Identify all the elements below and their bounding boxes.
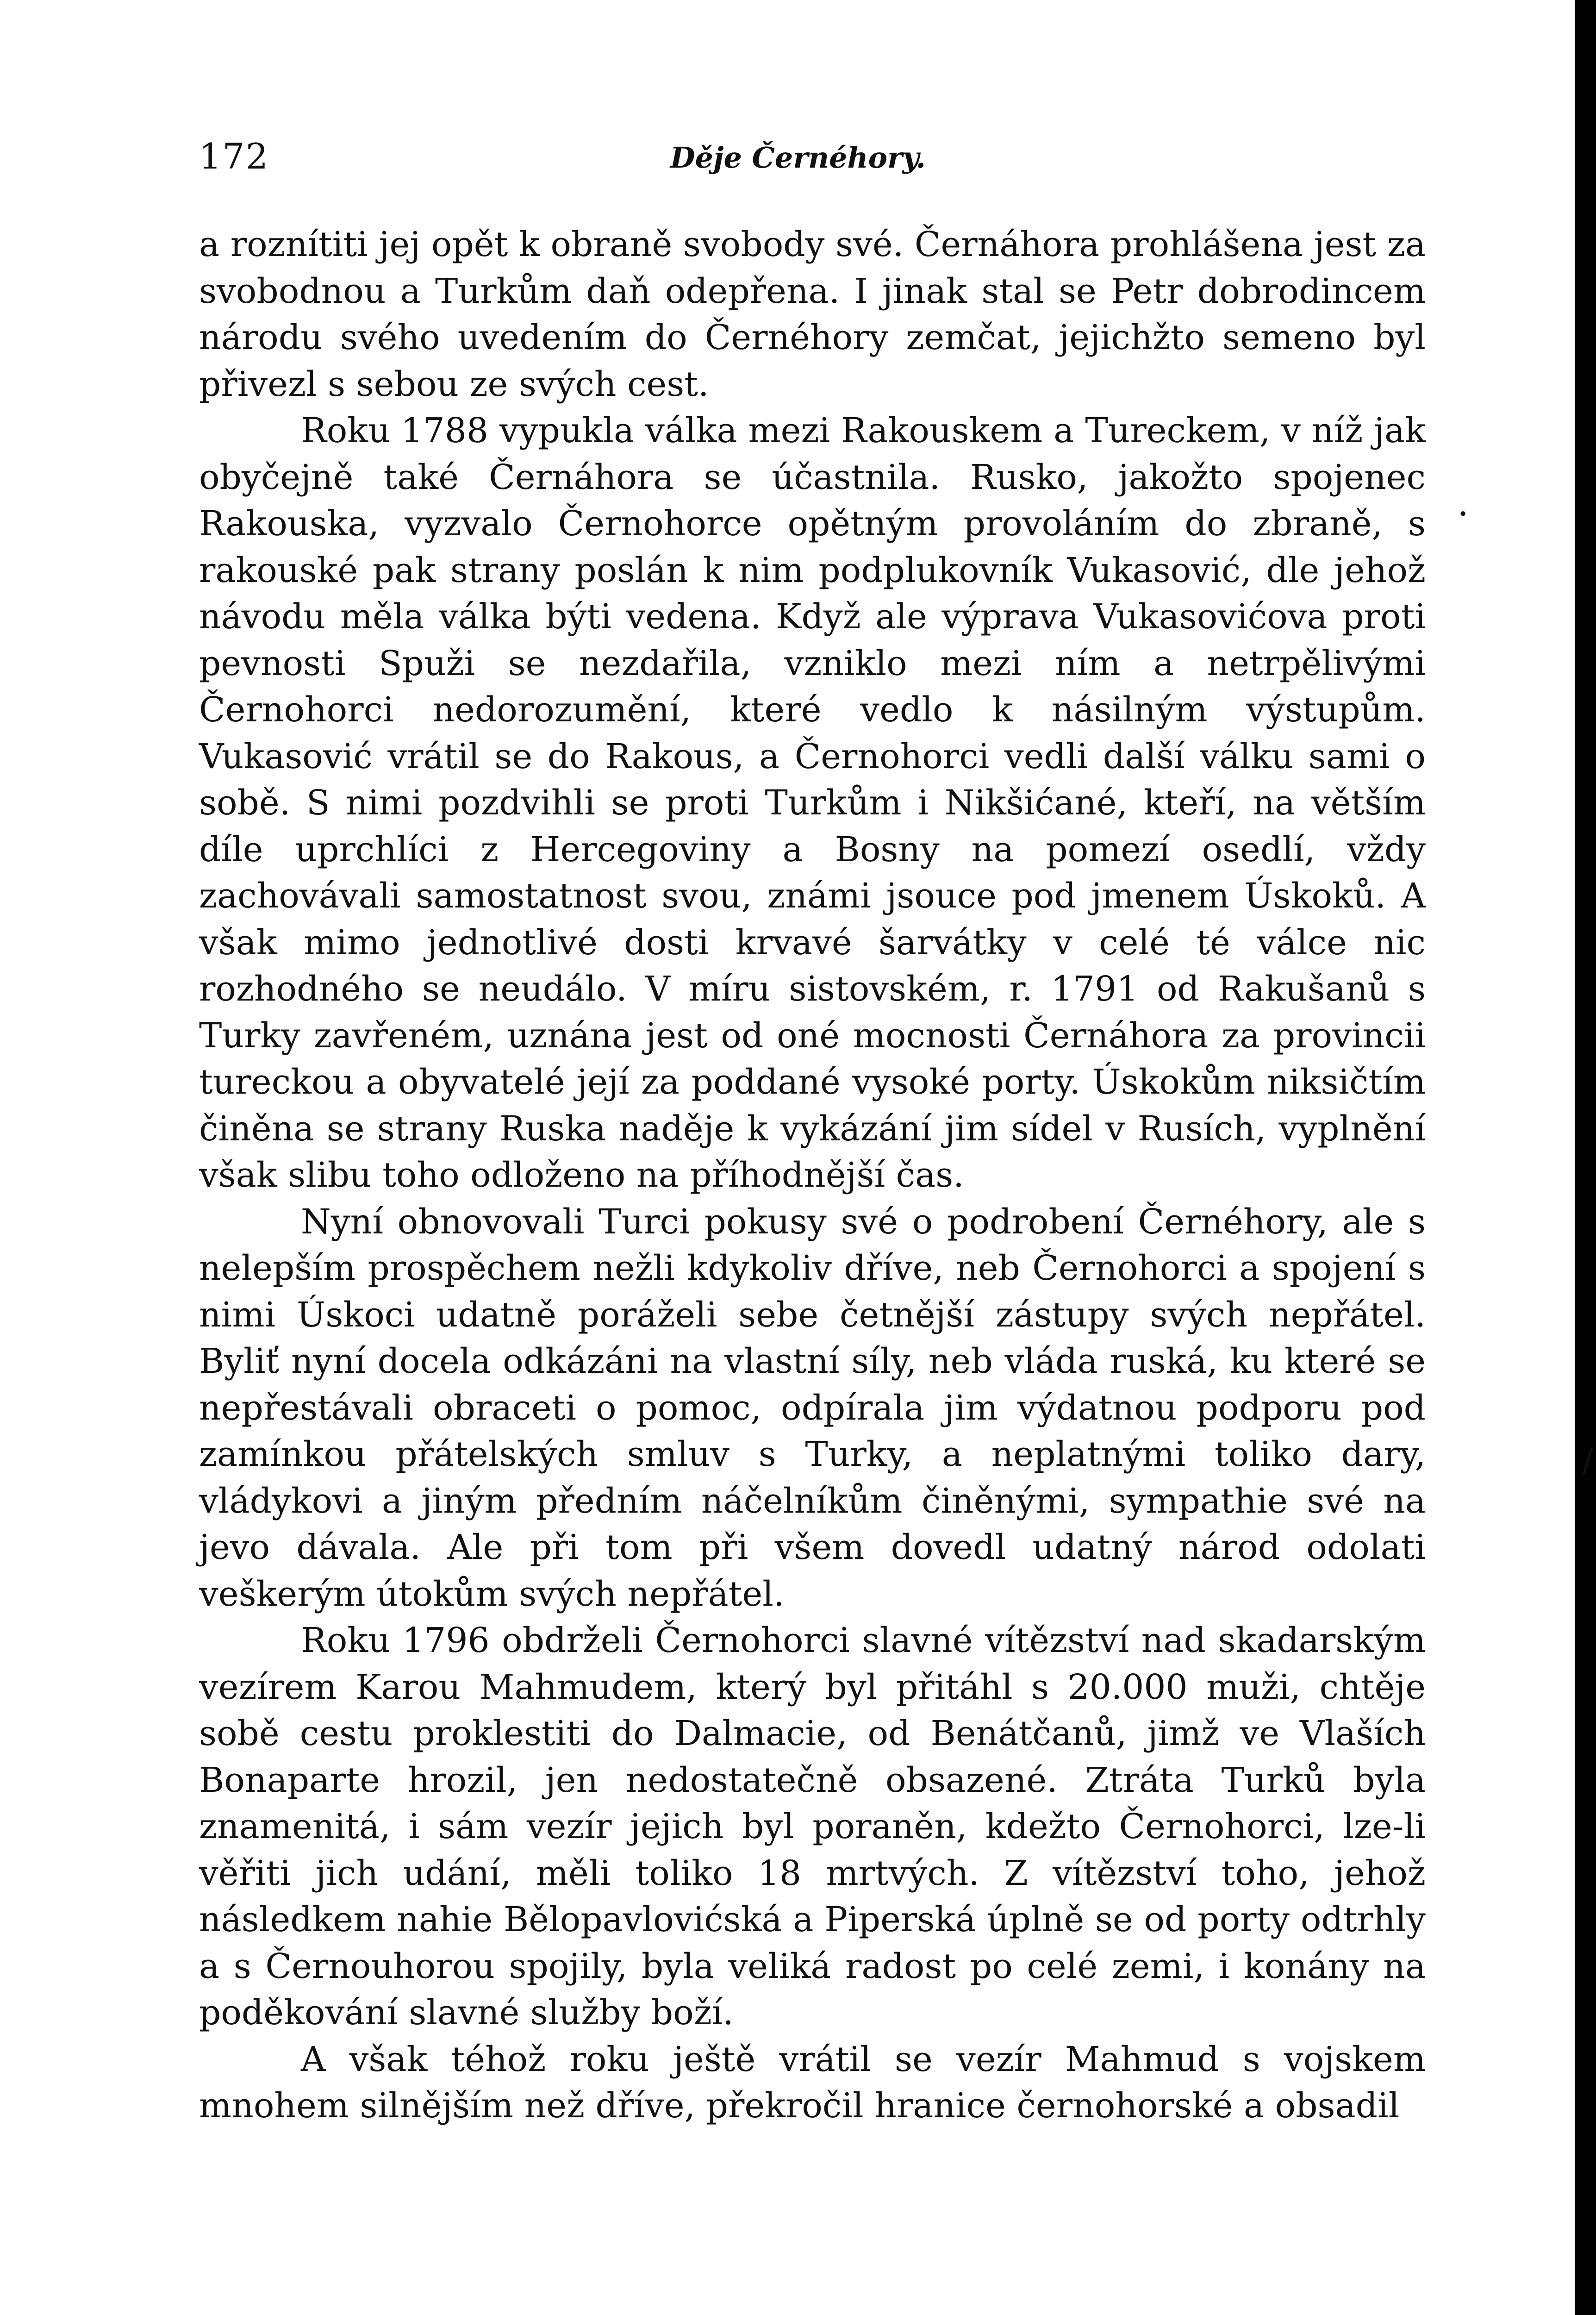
paragraph: Roku 1796 obdrželi Černohorci slavné vítězství nad skadarským vezírem Karou Mahmudem, který byl přitáhl s 20.000 muži, chtěje sobě cestu proklestiti do Dalmacie, od Benátčanů, jimž ve Vlaších Bonaparte hrozil, jen nedostatečně obsazené. Ztráta Turků byla znamenitá, i sám vezír jejich byl poraněn, kdežto Černohorci, lze-li věřiti jich udání, měli toliko 18 mrtvých. Z vítězství toho, jehož následkem nahie Bělopavlovićská a Piperská úplně se od porty odtrhly a s Černouhorou spojily, byla veliká radost po celé zemi, i konány na poděkování slavné služby boží.: [199, 1620, 1426, 2033]
margin-tick-mark: /: [1582, 1442, 1593, 1480]
paragraph: A však téhož roku ještě vrátil se vezír Mahmud s vojskem mnohem silnějším než dříve, překročil hranice černohorské a obsadil: [199, 2039, 1426, 2126]
body-text: [199, 221, 1426, 2129]
page-number: 172: [199, 136, 269, 177]
paragraph: Roku 1788 vypukla válka mezi Rakouskem a Tureckem, v níž jak obyčejně také Černáhora se účastnila. Rusko, jakožto spojenec Rakouska, vyzvalo Černohorce opětným provoláním do zbraně, s rakouské pak strany poslán k nim podplukovník Vukasović, dle jehož návodu měla válka býti vedena. Když ale výprava Vukasovićova proti pevnosti Spuži se nezdařila, vzniklo mezi ním a netrpělivými Černohorci nedorozumění, které vedlo k násilným výstupům. Vukasović vrátil se do Rakous, a Černohorci vedli další válku sami o sobě. S nimi pozdvihli se proti Turkům i Nikšićané, kteří, na větším díle uprchlíci z Hercegoviny a Bosny na pomezí osedlí, vždy zachovávali samostatnost svou, známi jsouce pod jmenem Úskoků. A však mimo jednotlivé dosti krvavé šarvátky v celé té válce nic rozhodného se neudálo. V míru sistovském, r. 1791 od Rakušanů s Turky zavřeném, uznána jest od oné mocnosti Černáhora za provincii tureckou a obyvatelé její za poddané vysoké porty. Úskokům niksičtím činěna se strany Ruska naděje k vykázání jim sídel v Rusích, vyplnění však slibu toho odloženo na příhodnější čas.: [199, 411, 1426, 1195]
paragraph: Nyní obnovovali Turci pokusy své o podrobení Černéhory, ale s nelepším prospěchem nežli kdykoliv dříve, neb Černohorci a spojení s nimi Úskoci udatně poráželi sebe četnější zástupy svých nepřátel. Byliť nyní docela odkázáni na vlastní síly, neb vláda ruská, ku které se nepřestávali obraceti o pomoc, odpírala jim výdatnou podporu pod zamínkou přátelských smluv s Turky, a neplatnými toliko dary, vládykovi a jiným předním náčelníkům činěnými, sympathie své na jevo dávala. Ale při tom při všem dovedl udatný národ odolati veškerým útokům svých nepřátel.: [199, 1201, 1426, 1614]
running-head: Děje Černéhory.: [670, 141, 926, 175]
scan-edge-bar: [1575, 0, 1596, 2315]
margin-dot-mark: ·: [1457, 492, 1469, 535]
paragraph: a roznítiti jej opět k obraně svobody své. Černáhora prohlášena jest za svobodnou a Turkům daň odepřena. I jinak stal se Petr dobrodincem národu svého uvedením do Černéhory zemčat, jejichžto semeno byl přivezl s sebou ze svých cest.: [199, 225, 1426, 404]
